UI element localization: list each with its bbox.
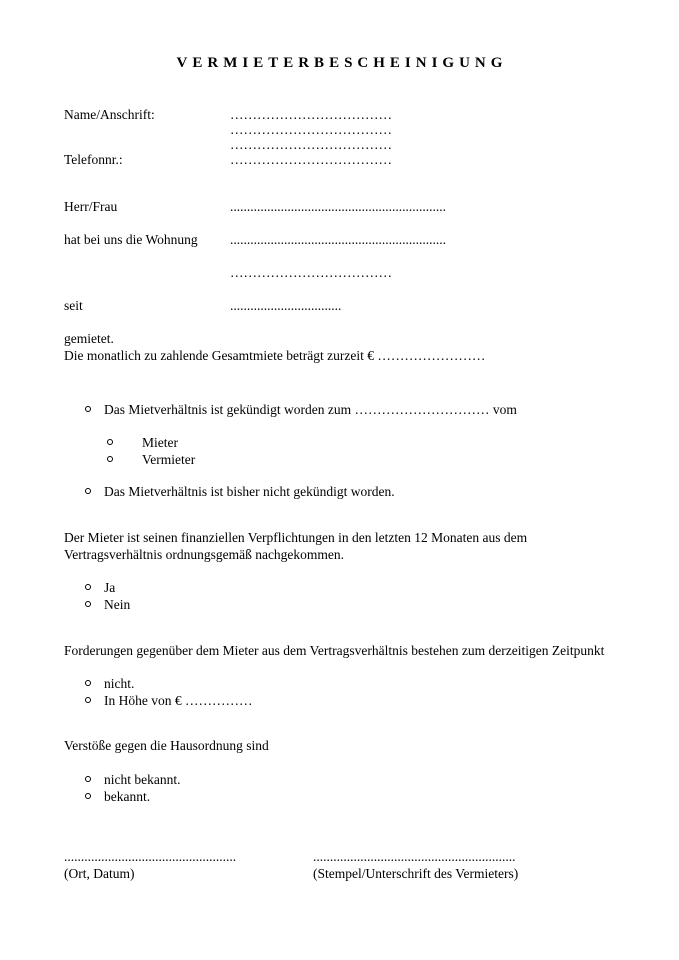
option-in-hoehe-von[interactable] <box>85 692 615 709</box>
circle-bullet-icon[interactable] <box>85 601 91 607</box>
option-bekannt-label: bekannt. <box>104 789 151 804</box>
terminated-by-options <box>64 434 615 468</box>
circle-bullet-icon[interactable] <box>85 406 91 412</box>
gesamtmiete-text: Die monatlich zu zahlende Gesamtmiete beträgt zurzeit € …………………… <box>64 347 486 363</box>
field-row-wohnung-2 <box>64 265 615 280</box>
telefonnr-label: Telefonnr.: <box>64 152 123 167</box>
signature-left <box>64 848 313 882</box>
circle-bullet-icon[interactable] <box>85 776 91 782</box>
herr-frau-line[interactable]: ................................................................ <box>230 199 446 214</box>
herr-frau-label: Herr/Frau <box>64 199 118 214</box>
option-mieter-label: Mieter <box>142 435 178 450</box>
gemietet-text: gemietet. <box>64 331 114 346</box>
name-anschrift-label: Name/Anschrift: <box>64 107 155 122</box>
signature-right <box>313 848 518 882</box>
wohnung-line-2[interactable]: ……………………………… <box>230 265 392 280</box>
name-anschrift-line-3[interactable]: ……………………………… <box>230 137 392 152</box>
option-mieter[interactable] <box>107 434 615 451</box>
stempel-unterschrift-label: (Stempel/Unterschrift des Vermieters) <box>313 866 519 881</box>
ort-datum-line[interactable]: ................................................... <box>64 849 237 864</box>
name-anschrift-line-1[interactable]: ……………………………… <box>230 107 392 122</box>
option-nicht-bekannt[interactable] <box>85 771 615 788</box>
option-vermieter-label: Vermieter <box>142 452 196 467</box>
seit-label: seit <box>64 298 83 313</box>
circle-bullet-icon[interactable] <box>85 793 91 799</box>
option-terminated-label: Das Mietverhältnis ist gekündigt worden zum ………………………… vom <box>104 402 517 417</box>
option-nicht[interactable] <box>85 675 615 692</box>
tenant-fields <box>64 199 615 313</box>
field-row-name-3 <box>64 137 615 152</box>
circle-bullet-icon[interactable] <box>107 456 113 462</box>
obligations-text: Der Mieter ist seinen finanziellen Verpflichtungen in den letzten 12 Monaten aus dem Vertragsverhältnis ordnungsgemäß nachgekommen. <box>64 530 528 562</box>
signature-block <box>64 848 615 882</box>
option-in-hoehe-von-label: In Höhe von € …………… <box>104 692 253 708</box>
circle-bullet-icon[interactable] <box>85 680 91 686</box>
field-row-name <box>64 107 615 122</box>
field-row-phone <box>64 152 615 167</box>
field-row-seit <box>64 298 615 313</box>
page-title: VERMIETERBESCHEINIGUNG <box>176 55 508 71</box>
violations-text: Verstöße gegen die Hausordnung sind <box>64 737 269 753</box>
claims-options <box>64 675 615 709</box>
telefonnr-line[interactable]: ……………………………… <box>230 152 392 167</box>
option-nein-label: Nein <box>104 597 131 612</box>
field-row-name-2 <box>64 122 615 137</box>
option-not-terminated[interactable] <box>85 483 615 500</box>
option-nein[interactable] <box>85 596 615 613</box>
option-vermieter[interactable] <box>107 451 615 468</box>
option-ja[interactable] <box>85 579 615 596</box>
option-terminated[interactable] <box>85 401 615 418</box>
option-bekannt[interactable] <box>85 788 615 805</box>
stempel-unterschrift-line[interactable]: ............................................................ <box>313 849 516 864</box>
option-not-terminated-label: Das Mietverhältnis ist bisher nicht gekündigt worden. <box>104 484 395 499</box>
circle-bullet-icon[interactable] <box>107 439 113 445</box>
field-row-herr-frau <box>64 199 615 214</box>
field-row-wohnung <box>64 232 615 247</box>
wohnung-label: hat bei uns die Wohnung <box>64 232 198 247</box>
rent-section <box>64 331 615 364</box>
obligations-options <box>64 579 615 613</box>
option-nicht-label: nicht. <box>104 675 135 691</box>
circle-bullet-icon[interactable] <box>85 697 91 703</box>
seit-line[interactable]: ................................. <box>230 298 342 313</box>
landlord-fields <box>64 107 615 167</box>
circle-bullet-icon[interactable] <box>85 584 91 590</box>
option-nicht-bekannt-label: nicht bekannt. <box>104 772 181 787</box>
wohnung-line-1[interactable]: ................................................................ <box>230 232 446 247</box>
claims-text: Forderungen gegenüber dem Mieter aus dem Vertragsverhältnis bestehen zum derzeitigen Zeitpunkt <box>64 643 605 658</box>
ort-datum-label: (Ort, Datum) <box>64 866 135 881</box>
name-anschrift-line-2[interactable]: ……………………………… <box>230 122 392 137</box>
violations-options <box>64 771 615 805</box>
circle-bullet-icon[interactable] <box>85 488 91 494</box>
option-ja-label: Ja <box>104 580 116 595</box>
